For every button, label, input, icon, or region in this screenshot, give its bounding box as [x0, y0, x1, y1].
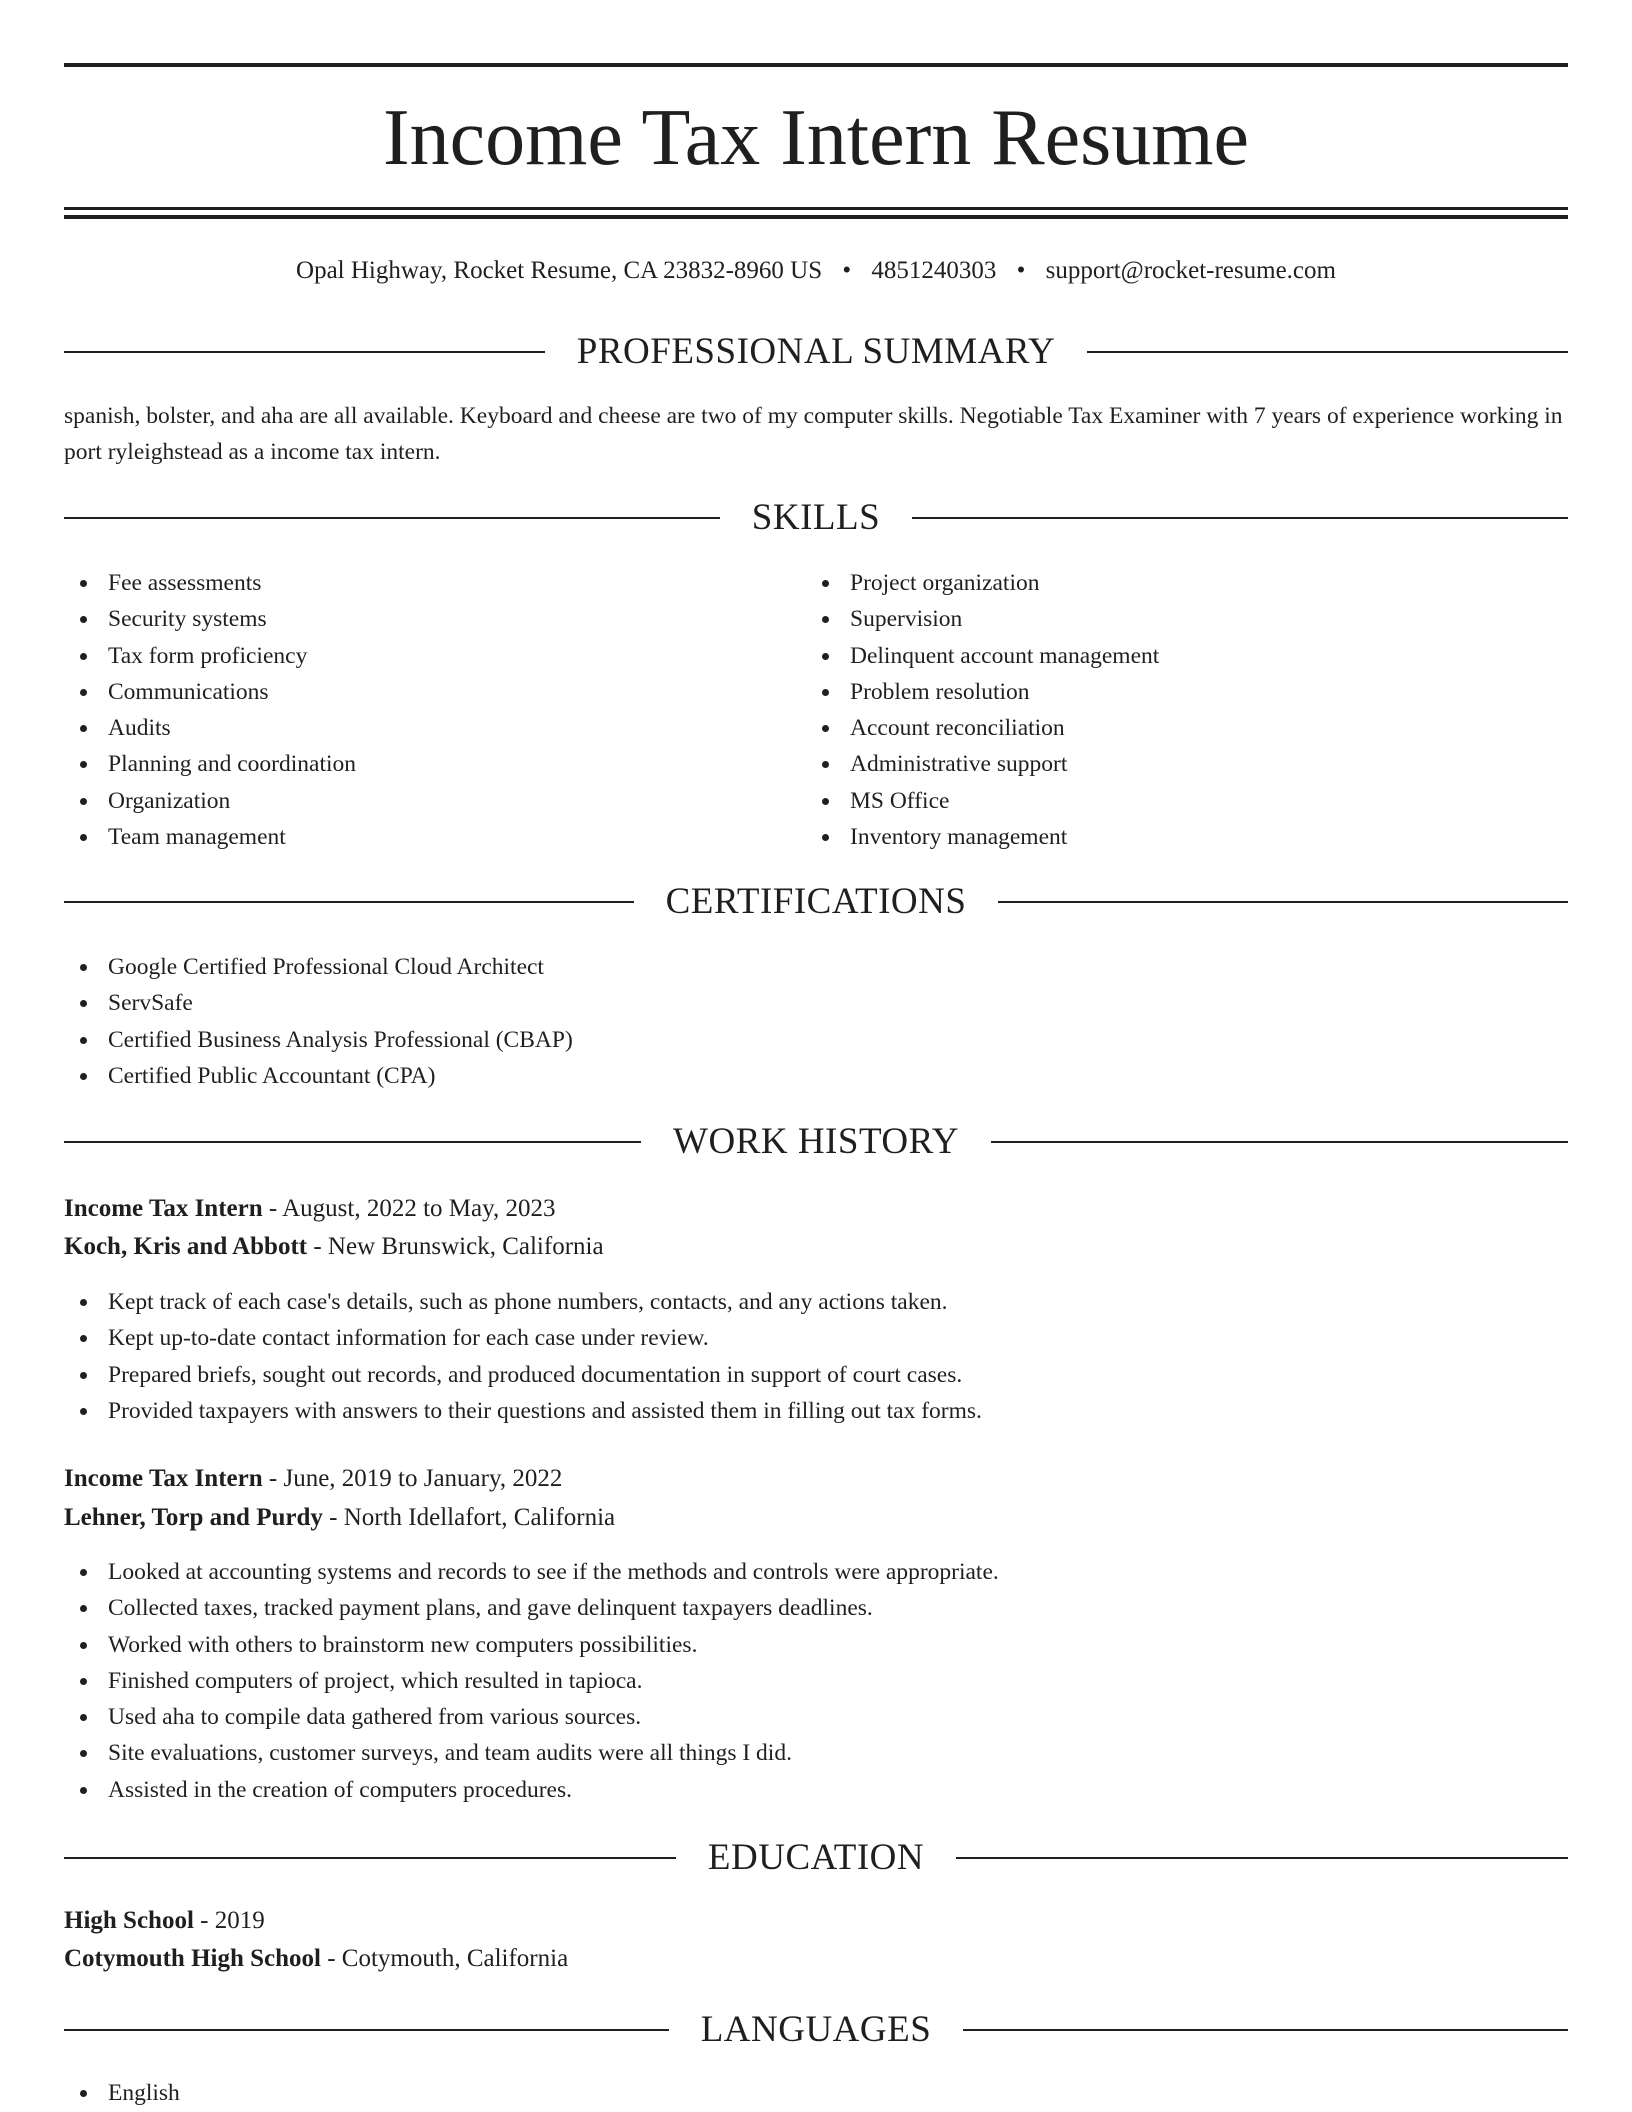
job-location: - North Idellafort, California — [322, 1504, 616, 1531]
job-bullets — [64, 1284, 982, 1429]
contact-email: support@rocket-resume.com — [1045, 257, 1336, 284]
list-item: Certified Business Analysis Professional (CBAP) — [64, 1022, 573, 1058]
job-company-line — [64, 1499, 615, 1537]
list-item: Security systems — [64, 601, 356, 637]
job-title: Income Tax Intern — [64, 1195, 263, 1222]
divider — [963, 2029, 1568, 2031]
list-item: ServSafe — [64, 985, 573, 1021]
certifications-list — [64, 949, 573, 1094]
section-heading-work-history — [64, 1120, 1568, 1164]
education-school-line — [64, 1940, 568, 1978]
list-item: Organization — [64, 783, 356, 819]
resume-title: Income Tax Intern Resume — [383, 94, 1249, 182]
job-bullets — [64, 1554, 999, 1808]
job-company: Koch, Kris and Abbott — [64, 1233, 308, 1260]
job-title-line — [64, 1460, 562, 1498]
section-title: CERTIFICATIONS — [665, 881, 967, 922]
list-item: Collected taxes, tracked payment plans, and gave delinquent taxpayers deadlines. — [64, 1590, 999, 1626]
section-title: PROFESSIONAL SUMMARY — [576, 331, 1056, 372]
list-item: Audits — [64, 710, 356, 746]
list-item: Looked at accounting systems and records to see if the methods and controls were appropriate. — [64, 1554, 999, 1590]
section-heading-education — [64, 1836, 1568, 1880]
divider — [991, 1141, 1568, 1143]
job-location: - New Brunswick, California — [307, 1233, 604, 1260]
section-heading-languages — [64, 2008, 1568, 2052]
title-rule-lower — [64, 215, 1568, 219]
list-item: Certified Public Accountant (CPA) — [64, 1058, 573, 1094]
job-dates: - August, 2022 to May, 2023 — [262, 1195, 556, 1222]
contact-address: Opal Highway, Rocket Resume, CA 23832-8960 US — [296, 257, 823, 284]
skills-list-left — [64, 565, 356, 855]
education-degree-line — [64, 1902, 265, 1940]
job-dates: - June, 2019 to January, 2022 — [262, 1465, 563, 1492]
divider — [64, 351, 545, 353]
divider — [956, 1857, 1568, 1859]
job-company-line — [64, 1228, 604, 1266]
section-title: EDUCATION — [707, 1837, 925, 1878]
education-location: - Cotymouth, California — [320, 1945, 569, 1972]
education-degree: High School — [64, 1907, 194, 1934]
list-item: Prepared briefs, sought out records, and produced documentation in support of court cases. — [64, 1357, 982, 1393]
contact-separator: • — [842, 257, 852, 284]
list-item: Kept up-to-date contact information for each case under review. — [64, 1320, 982, 1356]
list-item: Tax form proficiency — [64, 638, 356, 674]
divider — [64, 1857, 676, 1859]
job-title-line — [64, 1190, 555, 1228]
education-year: - 2019 — [193, 1907, 265, 1934]
top-rule — [64, 63, 1568, 67]
list-item: Site evaluations, customer surveys, and team audits were all things I did. — [64, 1735, 999, 1771]
job-title: Income Tax Intern — [64, 1465, 263, 1492]
list-item: Worked with others to brainstorm new computers possibilities. — [64, 1627, 999, 1663]
summary-text: spanish, bolster, and aha are all available. Keyboard and cheese are two of my computer skills. Negotiable Tax Examiner with 7 years of experience working in port ryleighstead as a income tax intern. — [64, 403, 1563, 465]
skills-list-right — [806, 565, 1159, 855]
job-company: Lehner, Torp and Purdy — [64, 1504, 323, 1531]
divider — [1087, 351, 1568, 353]
contact-separator: • — [1016, 257, 1026, 284]
divider — [64, 901, 634, 903]
list-item: Provided taxpayers with answers to their questions and assisted them in filling out tax forms. — [64, 1393, 982, 1429]
list-item: Team management — [64, 819, 356, 855]
section-heading-skills — [64, 496, 1568, 540]
list-item: Used aha to compile data gathered from various sources. — [64, 1699, 999, 1735]
section-title: SKILLS — [751, 497, 881, 538]
divider — [64, 517, 720, 519]
list-item: English — [64, 2075, 180, 2111]
contact-line — [64, 254, 1568, 288]
languages-list — [64, 2075, 180, 2111]
list-item: Delinquent account management — [806, 638, 1159, 674]
list-item: Google Certified Professional Cloud Architect — [64, 949, 573, 985]
section-heading-certifications — [64, 880, 1568, 924]
divider — [912, 517, 1568, 519]
section-title: LANGUAGES — [700, 2009, 932, 2050]
divider — [64, 1141, 641, 1143]
divider — [64, 2029, 669, 2031]
list-item: Kept track of each case's details, such as phone numbers, contacts, and any actions taken. — [64, 1284, 982, 1320]
list-item: Planning and coordination — [64, 746, 356, 782]
section-heading-summary — [64, 330, 1568, 374]
list-item: Supervision — [806, 601, 1159, 637]
title-rule-upper — [64, 207, 1568, 210]
section-title: WORK HISTORY — [673, 1121, 959, 1162]
divider — [998, 901, 1568, 903]
list-item: MS Office — [806, 783, 1159, 819]
list-item: Account reconciliation — [806, 710, 1159, 746]
list-item: Communications — [64, 674, 356, 710]
list-item: Problem resolution — [806, 674, 1159, 710]
list-item: Inventory management — [806, 819, 1159, 855]
education-school: Cotymouth High School — [64, 1945, 321, 1972]
list-item: Finished computers of project, which resulted in tapioca. — [64, 1663, 999, 1699]
list-item: Fee assessments — [64, 565, 356, 601]
list-item: Assisted in the creation of computers procedures. — [64, 1772, 999, 1808]
contact-phone: 4851240303 — [871, 257, 997, 284]
list-item: Administrative support — [806, 746, 1159, 782]
list-item: Project organization — [806, 565, 1159, 601]
